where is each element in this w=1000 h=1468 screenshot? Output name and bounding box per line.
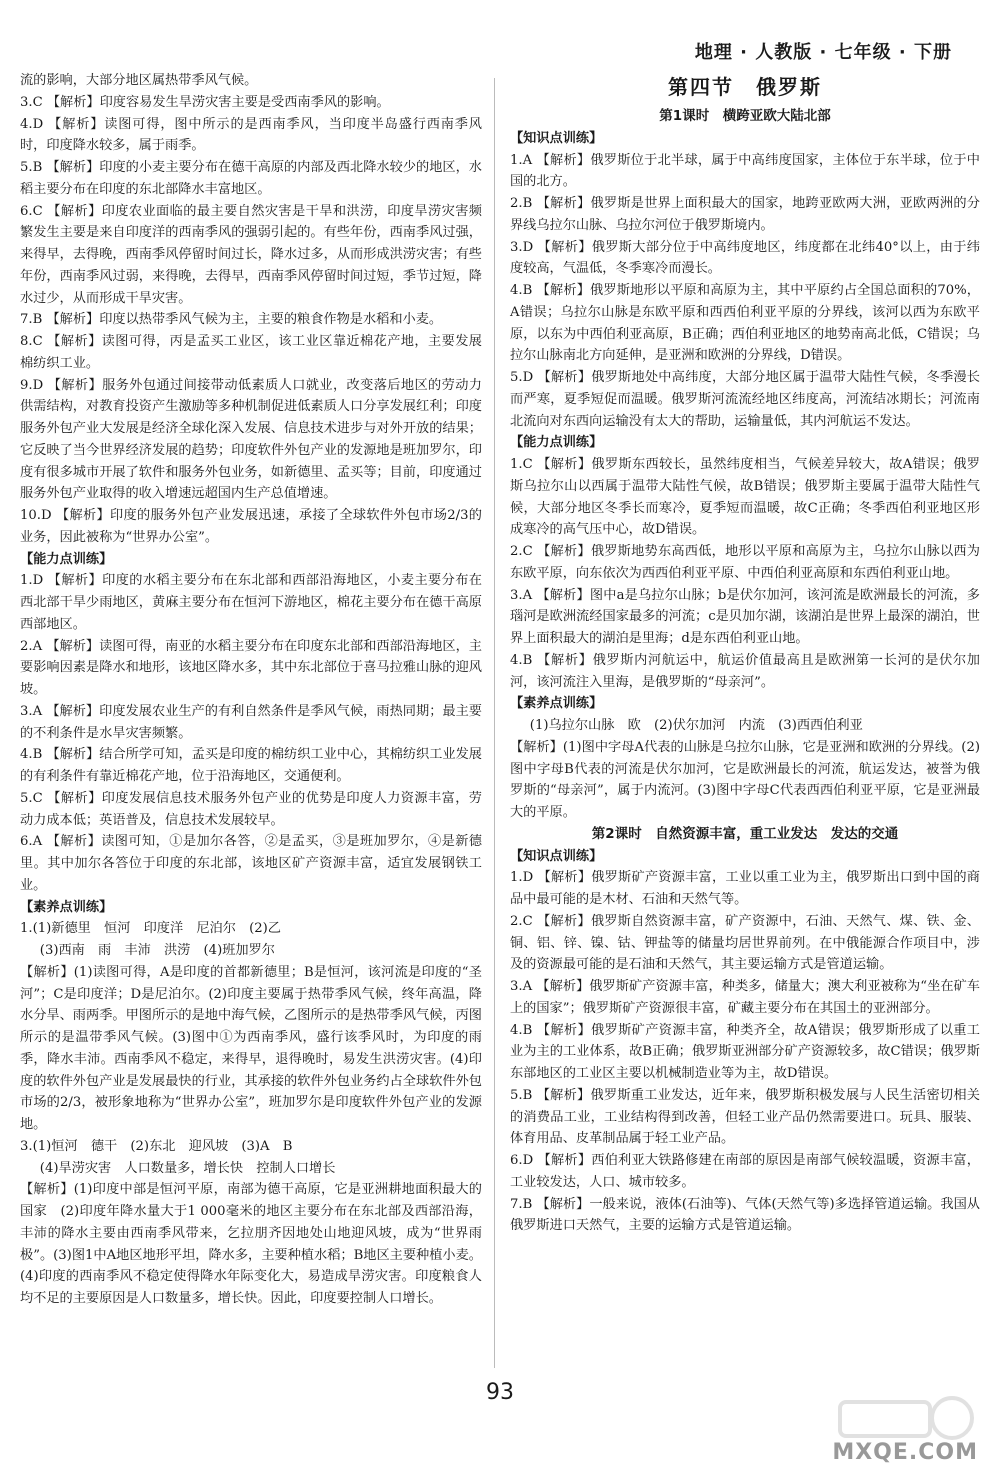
page-number: 93 [486,1380,514,1405]
answer-paragraph: 5.B 【解析】印度的小麦主要分布在德干高原的内部及西北降水较少的地区，水稻主要分布在印度的东北部降水丰富地区。 [20,160,482,197]
column-divider [494,78,495,1368]
exercise-heading: 【能力点训练】 [510,435,603,451]
answer-paragraph: 9.D 【解析】服务外包通过间接带动低素质人口就业，改变落后地区的劳动力供需结构，对教育投资产生激励等多种机制促进低素质人口分享发展红利；印度服务外包产业大发展是经济全球化深入发展、信息技术进步与对外开放的结果；它反映了当今世界经济发展的趋势；印度软件外包产业的发源地是班加罗尔，印度有很多城市开展了软件和服务外包业务，如新德里、孟买等；目前，印度通过服务外包产业取得的收入增速远超国内生产总值增速。 [20,377,482,502]
answer-paragraph: 3.A 【解析】俄罗斯矿产资源丰富，种类多，储量大；澳大利亚被称为“坐在矿车上的国家”；俄罗斯矿产资源很丰富，矿藏主要分布在其国土的亚洲部分。 [510,979,980,1016]
answer-paragraph: 3.C 【解析】印度容易发生旱涝灾害主要是受西南季风的影响。 [20,94,390,110]
answer-paragraph: 10.D 【解析】印度的服务外包产业发展迅速，承接了全球软件外包市场2/3的业务，因此被称为“世界办公室”。 [20,508,482,545]
answer-paragraph: 6.C 【解析】印度农业面临的最主要自然灾害是干旱和洪涝，印度旱涝灾害频繁发生主要是来自印度洋的西南季风的强弱引起的。有些年份，西南季风过强，来得早，去得晚，西南季风停留时间过长，降水过多，从而形成洪涝灾害；有些年份，西南季风过弱，来得晚，去得早，西南季风停留时间过短，季节过短，降水过少，从而形成干旱灾害。 [20,203,482,306]
exercise-heading: 【素养点训练】 [20,899,113,915]
answer-paragraph: 8.C 【解析】读图可得，丙是孟买工业区，该工业区靠近棉花产地，主要发展棉纺织工业。 [20,334,482,371]
answer-paragraph: 2.C 【解析】俄罗斯自然资源丰富，矿产资源中，石油、天然气、煤、铁、金、铜、铝、锌、镍、钴、钾盐等的储量均居世界前列。在中俄能源合作项目中，涉及的资源最可能的是石油和天然气，其主要运输方式是管道运输。 [510,913,980,973]
answer-paragraph: 1.C 【解析】俄罗斯东西较长，虽然纬度相当，气候差异较大，故A错误；俄罗斯乌拉尔山以西属于温带大陆性气候，故B错误；俄罗斯主要属于温带大陆性气候，大部分地区冬季长而寒冷，夏季短而温暖，故C正确；冬季西伯利亚地区形成寒冷的高气压中心，故D错误。 [510,457,980,538]
answer-paragraph: 4.B 【解析】俄罗斯地形以平原和高原为主，其中平原约占全国总面积的70%，A错误；乌拉尔山脉是东欧平原和西西伯利亚平原的分界线，该河以西为东欧平原，以东为中西伯利亚高原，B正确；西伯利亚地区的地势南高北低，C错误；乌拉尔山脉南北方向延伸，是亚洲和欧洲的分界线，D错误。 [510,283,980,364]
answer-paragraph: 1.D 【解析】印度的水稻主要分布在东北部和西部沿海地区，小麦主要分布在西北部干旱少雨地区，黄麻主要分布在恒河下游地区，棉花主要分布在德干高原西部地区。 [20,573,482,632]
answer-paragraph: 2.C 【解析】俄罗斯地势东高西低，地形以平原和高原为主，乌拉尔山脉以西为东欧平原，向东依次为西西伯利亚平原、中西伯利亚高原和东西伯利亚山地。 [510,544,980,581]
exercise-heading: 【知识点训练】 [510,848,603,864]
answer-paragraph: 2.B 【解析】俄罗斯是世界上面积最大的国家，地跨亚欧两大洲，亚欧两洲的分界线乌拉尔山脉、乌拉尔河位于俄罗斯境内。 [510,196,980,233]
answer-paragraph: 1.D 【解析】俄罗斯矿产资源丰富，工业以重工业为主，俄罗斯出口到中国的商品中最可能的是木材、石油和天然气等。 [510,870,980,907]
answer-paragraph: 7.B 【解析】一般来说，液体(石油等)、气体(天然气等)多选择管道运输。我国从俄罗斯进口天然气，主要的运输方式是管道运输。 [510,1196,980,1234]
exercise-heading: 【素养点训练】 [510,696,603,712]
answer-paragraph: 6.D 【解析】西伯利亚大铁路修建在南部的原因是南部气候较温暖，资源丰富，工业较发达，人口、城市较多。 [510,1153,980,1190]
answer-paragraph: 3.D 【解析】俄罗斯大部分位于中高纬度地区，纬度都在北纬40°以上，由于纬度较高，气温低，冬季寒冷而漫长。 [510,239,980,277]
exercise-heading: 【能力点训练】 [20,551,113,567]
watermark-text: MXQE.COM [832,1440,978,1465]
answer-paragraph: 1.A 【解析】俄罗斯位于北半球，属于中高纬度国家，主体位于东半球，位于中国的北方。 [510,152,980,190]
answer-paragraph: 4.B 【解析】俄罗斯矿产资源丰富，种类齐全，故A错误；俄罗斯形成了以重工业为主的工业体系，故B正确；俄罗斯亚洲部分矿产资源较多，故C错误；俄罗斯东部地区的工业区主要以机械制造业等为主，故D错误。 [510,1022,980,1081]
lesson-title: 第2课时 自然资源丰富，重工业发达 发达的交通 [591,825,899,842]
section-title: 第四节 俄罗斯 [668,75,822,99]
answer-paragraph: 5.D 【解析】俄罗斯地处中高纬度，大部分地区属于温带大陆性气候，冬季漫长而严寒，夏季短促而温暖。俄罗斯河流流经地区纬度高，河流结冰期长；河流南北流向对东西向运输没有太大的帮助，运输量低，其内河航运不发达。 [510,370,980,429]
answer-paragraph: 【解析】(1)图中字母A代表的山脉是乌拉尔山脉，它是亚洲和欧洲的分界线。(2)图中字母B代表的河流是伏尔加河，它是欧洲最长的河流，航运发达，被誉为俄罗斯的“母亲河”，属于内流河。(3)图中字母C代表西西伯利亚平原，它是亚洲最大的平原。 [510,739,980,820]
answer-paragraph: 6.A 【解析】读图可知，①是加尔各答，②是孟买，③是班加罗尔，④是新德里。其中加尔各答位于印度的东北部，该地区矿产资源丰富，适宜发展钢铁工业。 [20,834,482,893]
answer-paragraph: 1.(1)新德里 恒河 印度洋 尼泊尔 (2)乙 [20,921,281,937]
answer-paragraph: 3.A 【解析】印度发展农业生产的有利自然条件是季风气候，雨热同期；最主要的不利条件是水旱灾害频繁。 [20,703,482,741]
left-column [20,70,482,1310]
answer-paragraph: 2.A 【解析】读图可得，南亚的水稻主要分布在印度东北部和西部沿海地区，主要影响因素是降水和地形，该地区降水多，其中东北部位于喜马拉雅山脉的迎风坡。 [20,638,482,697]
answer-paragraph: 7.B 【解析】印度以热带季风气候为主，主要的粮食作物是水稻和小麦。 [20,312,443,328]
answer-paragraph: (4)旱涝灾害 人口数量多，增长快 控制人口增长 [39,1160,336,1176]
lesson-title: 第1课时 横跨亚欧大陆北部 [659,108,831,124]
answer-paragraph: 【解析】(1)读图可得，A是印度的首都新德里；B是恒河，该河流是印度的“圣河”；C是印度洋；D是尼泊尔。(2)印度主要属于热带季风气候，终年高温，降水分旱、雨两季。甲图所示的是地中海气候，乙图所示的是热带季风气候，丙图所示的是温带季风气候。(3)图中①为西南季风，盛行该季风时，为印度的雨季，降水丰沛。西南季风不稳定，来得早，退得晚时，易发生洪涝灾害。(4)印度的软件外包产业是发展最快的行业，其承接的软件外包业务约占全球软件外包市场的2/3，被形象地称为“世界办公室”，班加罗尔是印度软件外包产业的发源地。 [20,964,482,1132]
answer-paragraph: 3.A 【解析】图中a是乌拉尔山脉；b是伏尔加河，该河流是欧洲最长的河流，多瑙河是欧洲流经国家最多的河流；c是贝加尔湖，该湖泊是世界上最深的湖泊，世界上面积最大的湖泊是里海；d是东西伯利亚山地。 [510,587,980,646]
header-title: 地理 · 人教版 · 七年级 · 下册 [694,42,952,63]
answer-paragraph: 【解析】(1)印度中部是恒河平原，南部为德干高原，它是亚洲耕地面积最大的国家 (2)印度年降水量大于1 000毫米的地区主要分布在东北部及西部沿海，丰沛的降水主要由西南季风带来，乞拉朋齐因地处山地迎风坡，成为“世界雨极”。(3)图1中A地区地形平坦，降水多，主要种植水稻；B地区主要种植小麦。(4)印度的西南季风不稳定使得降水年际变化大，易造成旱涝灾害。印度粮食人均不足的主要原因是人口数量多，增长快。因此，印度要控制人口增长。 [20,1182,482,1306]
answer-paragraph: (1)乌拉尔山脉 欧 (2)伏尔加河 内流 (3)西西伯利亚 [529,718,863,733]
exercise-heading: 【知识点训练】 [510,130,603,146]
answer-paragraph: 4.B 【解析】俄罗斯内河航运中，航运价值最高且是欧洲第一长河的是伏尔加河，该河流注入里海，是俄罗斯的“母亲河”。 [510,652,980,690]
answer-paragraph: 4.D 【解析】读图可得，图中所示的是西南季风，当印度半岛盛行西南季风时，印度降水较多，属于雨季。 [20,116,482,154]
answer-paragraph: 3.(1)恒河 德干 (2)东北 迎风坡 (3)A B [20,1138,293,1154]
answer-paragraph: 5.B 【解析】俄罗斯重工业发达，近年来，俄罗斯积极发展与人民生活密切相关的消费品工业，工业结构得到改善，但轻工业产品仍然需要进口。玩具、服装、体育用品、皮革制品属于轻工业产品。 [510,1087,980,1147]
page-header [0,0,1000,62]
right-column [510,70,980,1237]
answer-paragraph: 流的影响，大部分地区属热带季风气候。 [20,73,258,88]
answer-paragraph: 4.B 【解析】结合所学可知，孟买是印度的棉纺织工业中心，其棉纺织工业发展的有利条件有靠近棉花产地，位于沿海地区，交通便利。 [20,747,482,784]
answer-paragraph: (3)西南 雨 丰沛 洪涝 (4)班加罗尔 [39,943,275,958]
answer-paragraph: 5.C 【解析】印度发展信息技术服务外包产业的优势是印度人力资源丰富，劳动力成本低；英语普及，信息技术发展较早。 [20,790,482,828]
